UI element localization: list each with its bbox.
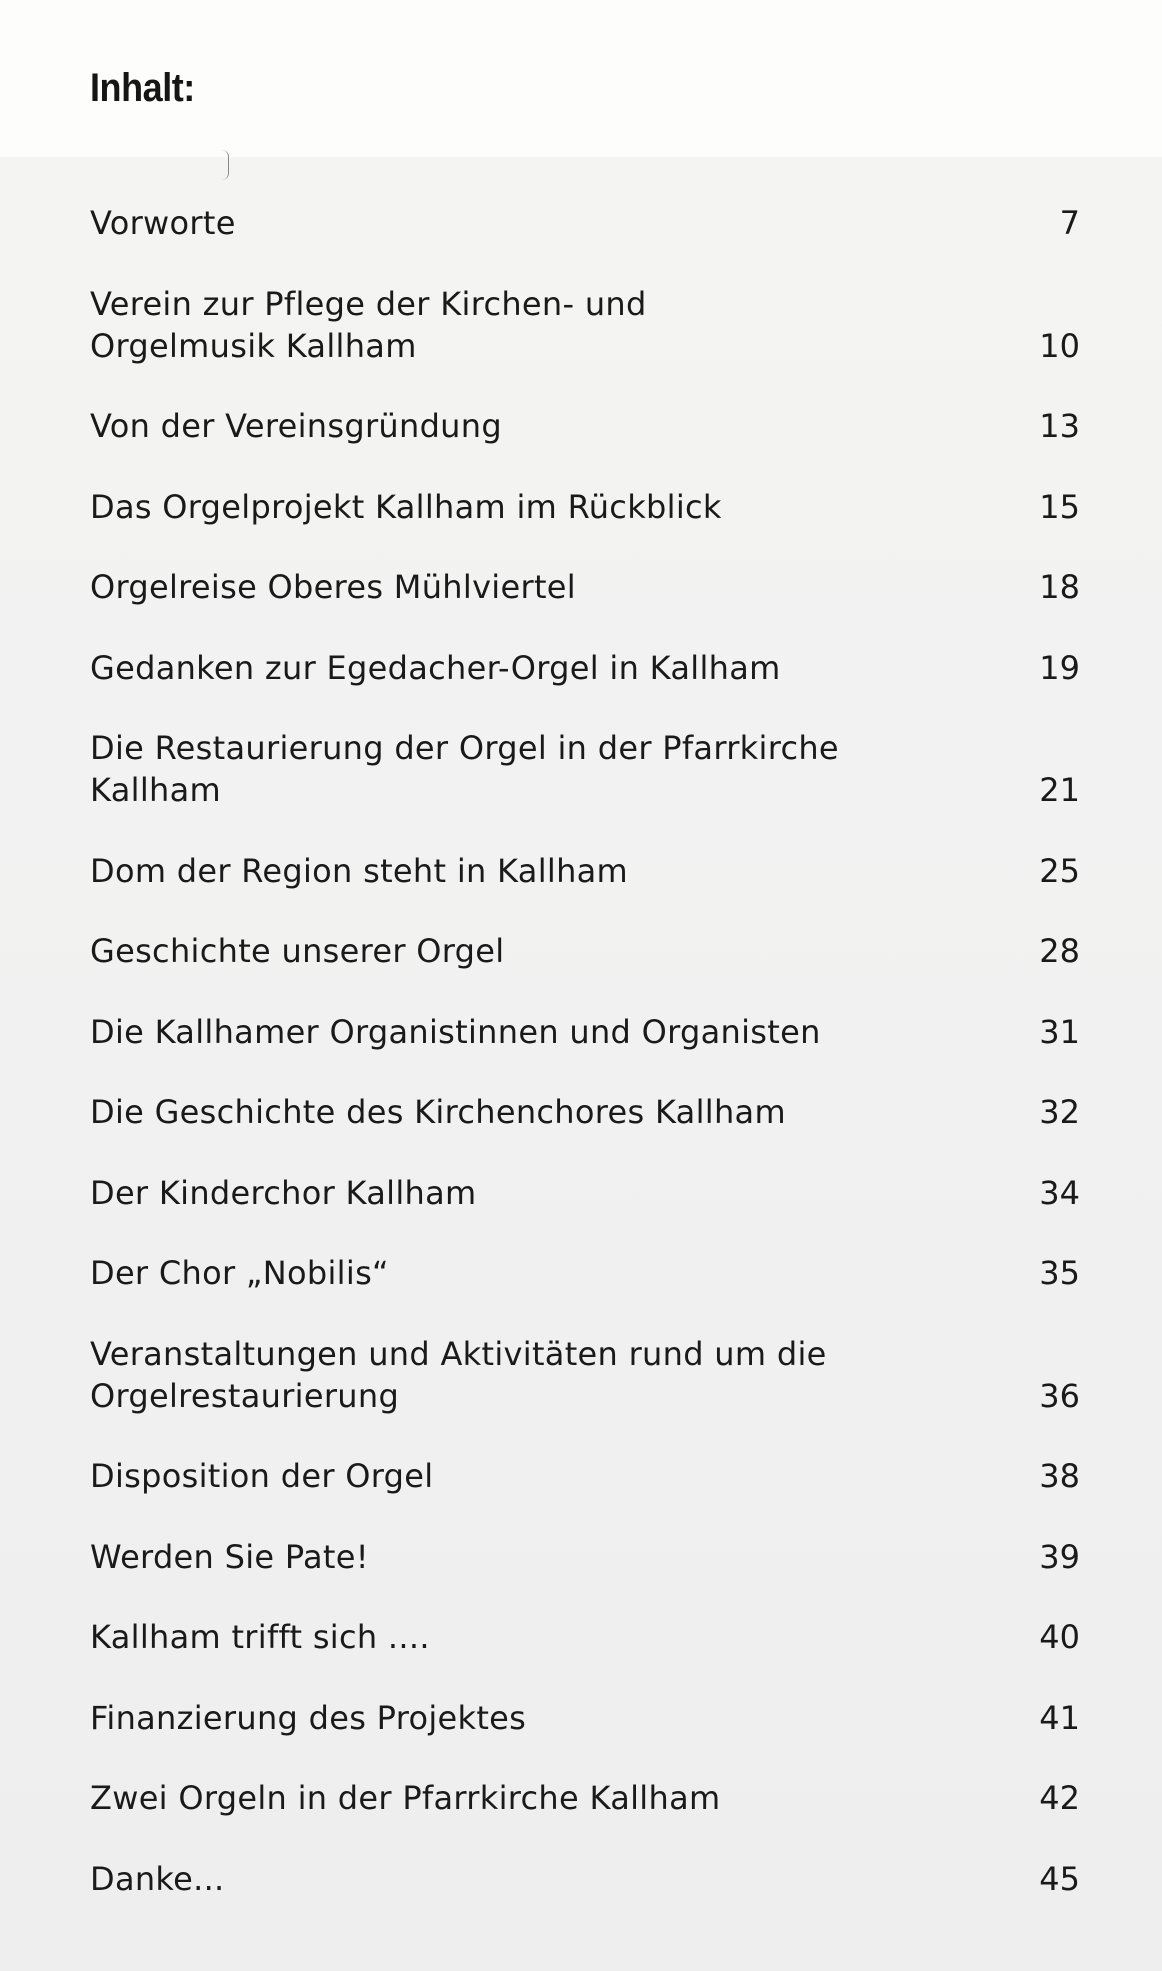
toc-entry-page-number: 28 xyxy=(1039,932,1080,970)
toc-entry xyxy=(90,727,1080,811)
toc-entry-title: Orgelreise Oberes Mühlviertel xyxy=(90,568,576,606)
toc-entry-page-number: 36 xyxy=(1039,1376,1080,1415)
toc-entry-title: Das Orgelprojekt Kallham im Rückblick xyxy=(90,487,722,526)
toc-entry-title: Gedanken zur Egedacher-Orgel in Kallham xyxy=(90,648,781,687)
toc-entry xyxy=(90,647,1080,689)
toc-entry xyxy=(90,486,1080,528)
toc-entry xyxy=(90,1091,1080,1133)
toc-entry xyxy=(90,1616,1080,1658)
toc-entry-page-number: 40 xyxy=(1039,1618,1080,1656)
toc-entry-title: Werden Sie Pate! xyxy=(90,1537,369,1576)
toc-entry xyxy=(90,405,1080,447)
toc-entry-page-number: 34 xyxy=(1039,1173,1080,1212)
toc-entry-title: Der Chor „Nobilis“ xyxy=(90,1254,389,1292)
toc-entry-title: Die Geschichte des Kirchenchores Kallham xyxy=(90,1093,786,1131)
toc-entry-title: Disposition der Orgel xyxy=(90,1457,434,1495)
toc-entry xyxy=(90,930,1080,972)
toc-entry xyxy=(90,1172,1080,1214)
toc-entry xyxy=(90,566,1080,608)
toc-entry-page-number: 10 xyxy=(1039,326,1080,365)
toc-entry-page-number: 19 xyxy=(1039,648,1080,687)
toc-entry xyxy=(90,1697,1080,1739)
toc-entry-title: Finanzierung des Projektes xyxy=(90,1698,527,1737)
toc-entry-page-number: 42 xyxy=(1039,1779,1080,1817)
toc-entry-title: Veranstaltungen und Aktivitäten rund um die Orgelrestaurierung xyxy=(90,1334,827,1415)
toc-entry xyxy=(90,1777,1080,1819)
toc-entry-title: Der Kinderchor Kallham xyxy=(90,1173,477,1212)
toc-entry-title: Kallham trifft sich .... xyxy=(90,1618,430,1656)
toc-heading: Inhalt: xyxy=(90,66,195,110)
toc-entry-page-number: 32 xyxy=(1039,1093,1080,1131)
toc-entry xyxy=(90,1455,1080,1497)
toc-entry xyxy=(90,1858,1080,1900)
toc-entry-page-number: 35 xyxy=(1039,1254,1080,1292)
table-of-contents xyxy=(90,202,1080,1938)
toc-entry-page-number: 41 xyxy=(1039,1698,1080,1737)
toc-entry-page-number: 45 xyxy=(1039,1859,1080,1898)
toc-entry-title: Die Kallhamer Organistinnen und Organisten xyxy=(90,1012,821,1051)
toc-entry xyxy=(90,850,1080,892)
toc-entry-page-number: 39 xyxy=(1039,1537,1080,1576)
toc-entry-title: Geschichte unserer Orgel xyxy=(90,932,505,970)
toc-entry xyxy=(90,1333,1080,1417)
toc-entry-title: Zwei Orgeln in der Pfarrkirche Kallham xyxy=(90,1779,721,1817)
pencil-mark xyxy=(222,150,229,180)
toc-entry xyxy=(90,1252,1080,1294)
toc-entry xyxy=(90,1011,1080,1053)
toc-entry-page-number: 38 xyxy=(1039,1457,1080,1495)
toc-entry-title: Von der Vereinsgründung xyxy=(90,407,502,445)
toc-entry-title: Die Restaurierung der Orgel in der Pfarrkirche Kallham xyxy=(90,729,839,809)
toc-entry xyxy=(90,283,1080,367)
toc-entry xyxy=(90,202,1080,244)
toc-entry-page-number: 18 xyxy=(1039,568,1080,606)
toc-entry-title: Danke... xyxy=(90,1859,225,1898)
toc-entry-title: Vorworte xyxy=(90,204,236,242)
toc-entry-page-number: 15 xyxy=(1039,487,1080,526)
toc-entry xyxy=(90,1536,1080,1578)
toc-entry-title: Verein zur Pflege der Kirchen- und Orgelmusik Kallham xyxy=(90,284,647,365)
toc-entry-page-number: 13 xyxy=(1039,407,1080,445)
toc-entry-page-number: 7 xyxy=(1059,204,1080,242)
toc-entry-title: Dom der Region steht in Kallham xyxy=(90,851,629,890)
toc-entry-page-number: 21 xyxy=(1039,771,1080,809)
toc-entry-page-number: 31 xyxy=(1039,1012,1080,1051)
toc-entry-page-number: 25 xyxy=(1039,851,1080,890)
